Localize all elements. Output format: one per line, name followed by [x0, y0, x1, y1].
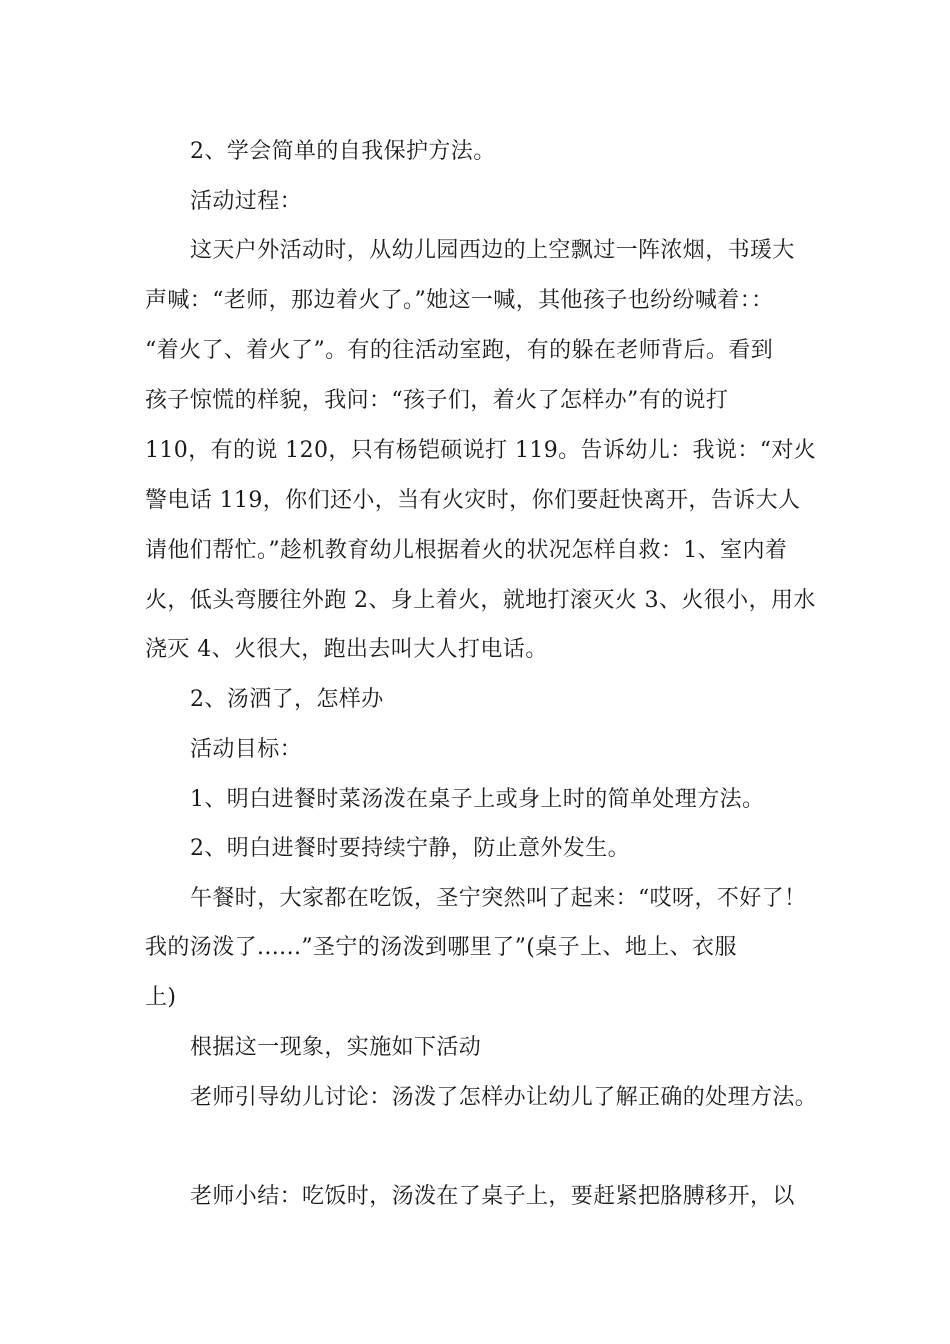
paragraph-line: 我的汤泼了......”圣宁的汤泼到哪里了”(桌子上、地上、衣服	[145, 935, 737, 960]
paragraph-line: 火，低头弯腰往外跑 2、身上着火，就地打滚灭火 3、火很小，用水	[145, 588, 816, 613]
text-line: 2、学会简单的自我保护方法。	[190, 139, 496, 164]
paragraph-line: 请他们帮忙。”趁机教育幼儿根据着火的状况怎样自救：1、室内着	[145, 538, 788, 563]
paragraph-line: 浇灭 4、火很大，跑出去叫大人打电话。	[145, 637, 548, 662]
paragraph-line: 110，有的说 120，只有杨铠硕说打 119。告诉幼儿：我说：“对火	[145, 438, 817, 463]
paragraph-line: “着火了、着火了”。有的往活动室跑，有的躲在老师背后。看到	[145, 338, 774, 363]
paragraph-line: 声喊：“老师，那边着火了。”她这一喊，其他孩子也纷纷喊着：：	[145, 288, 774, 313]
paragraph-line: 警电话 119，你们还小，当有火灾时，你们要赶快离开，告诉大人	[145, 488, 801, 513]
paragraph-line: 老师小结：吃饭时，汤泼在了桌子上，要赶紧把胳膊移开，以	[190, 1184, 795, 1209]
text-line: 老师引导幼儿讨论：汤泼了怎样办让幼儿了解正确的处理方法。	[190, 1085, 818, 1110]
text-line: 2、明白进餐时要持续宁静，防止意外发生。	[190, 836, 630, 861]
text-line: 根据这一现象，实施如下活动	[190, 1035, 482, 1060]
text-line: 1、明白进餐时菜汤泼在桌子上或身上时的简单处理方法。	[190, 787, 765, 812]
paragraph-line: 午餐时，大家都在吃饭，圣宁突然叫了起来：“哎呀，不好了！	[190, 886, 807, 911]
section-heading: 活动过程：	[190, 189, 303, 214]
section-heading: 活动目标：	[190, 737, 303, 762]
paragraph-line: 上)	[145, 985, 177, 1010]
paragraph-line: 孩子惊慌的样貌，我问：“孩子们，着火了怎样办”有的说打	[145, 388, 729, 413]
paragraph-line: 这天户外活动时，从幼儿园西边的上空飘过一阵浓烟，书瑗大	[190, 238, 795, 263]
section-heading: 2、汤洒了，怎样办	[190, 687, 384, 712]
